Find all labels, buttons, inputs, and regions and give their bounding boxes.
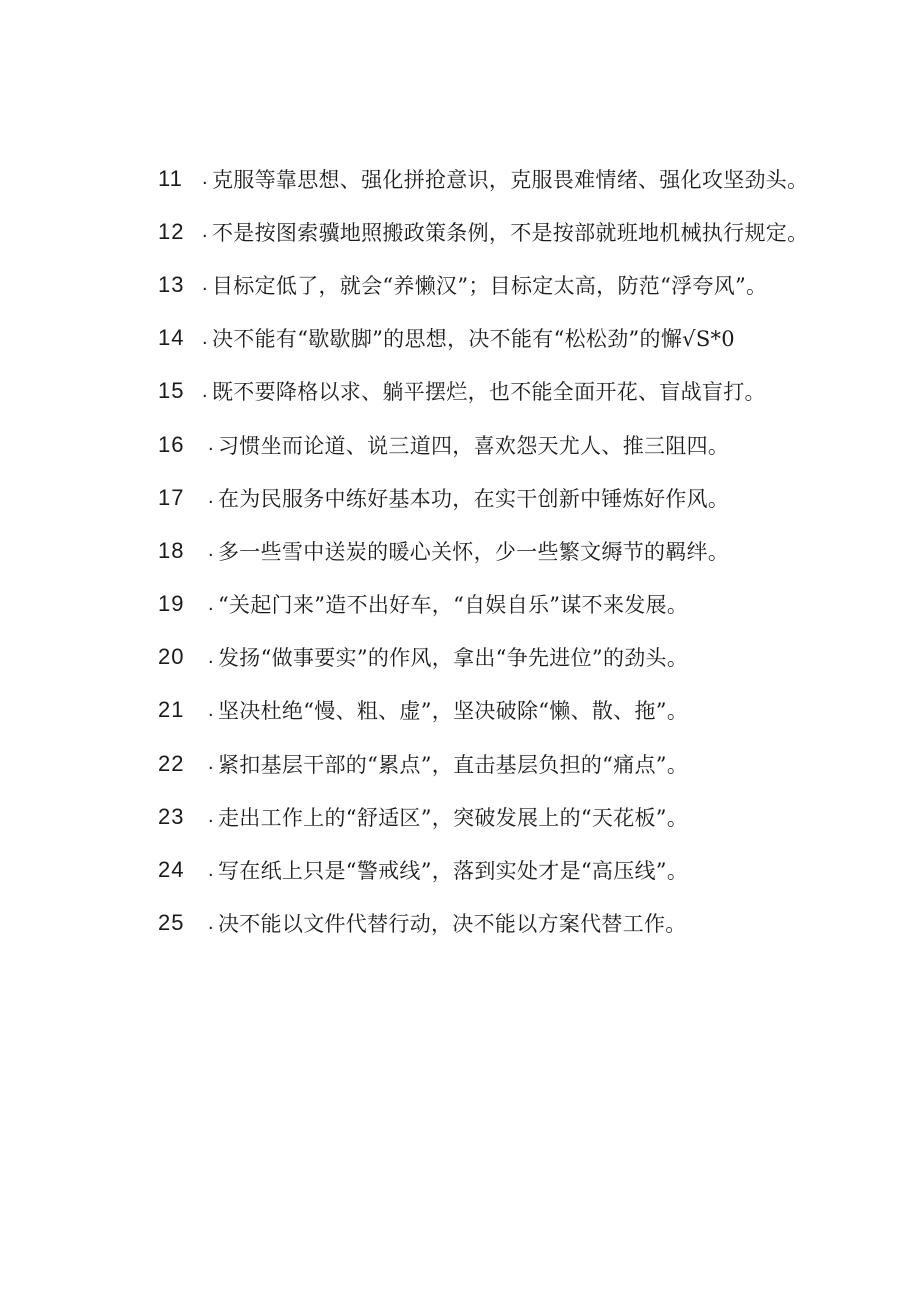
item-text: 习惯坐而论道、说三道四，喜欢怨天尤人、推三阻四。 [218,433,730,458]
item-number: 24 [158,857,185,883]
list-item [158,471,858,524]
item-dot: . [202,167,208,190]
list-item [158,312,858,365]
item-number: 11 [158,165,183,191]
item-dot: . [208,805,214,828]
item-number: 22 [158,750,185,776]
item-number: 14 [158,325,185,351]
item-number: 23 [158,803,185,829]
item-number: 21 [158,697,185,723]
item-number: 17 [158,484,185,510]
list-item [158,843,858,896]
list-item [158,578,858,631]
item-dot: . [208,486,214,509]
list-item [158,524,858,577]
item-number: 16 [158,431,185,457]
item-text: 写在纸上只是“警戒线”，落到实处才是“高压线”。 [218,859,689,884]
item-text: 决不能有“歇歇脚”的思想，决不能有“松松劲”的懈√S*0 [212,327,735,352]
item-dot: . [208,752,214,775]
numbered-list [158,152,858,950]
item-dot: . [208,911,214,934]
item-text: 坚决杜绝“慢、粗、虚”，坚决破除“懒、散、拖”。 [218,699,689,724]
item-dot: . [208,539,214,562]
item-number: 18 [158,537,185,563]
item-dot: . [202,326,208,349]
item-text: 目标定低了，就会“养懒汉”；目标定太高，防范“浮夸风”。 [212,273,768,298]
item-dot: . [208,433,214,456]
item-text: 多一些雪中送炭的暖心关怀，少一些繁文缛节的羁绊。 [218,539,730,564]
item-text: 在为民服务中练好基本功，在实干创新中锤炼好作风。 [218,486,730,511]
item-text: 发扬“做事要实”的作风，拿出“争先进位”的劲头。 [218,646,689,671]
item-number: 19 [158,591,185,617]
item-number: 15 [158,378,185,404]
item-number: 25 [158,910,185,936]
item-dot: . [202,379,208,402]
list-item [158,152,858,205]
item-text: 紧扣基层干部的“累点”，直击基层负担的“痛点”。 [218,752,689,777]
item-dot: . [208,592,214,615]
item-text: “关起门来”造不出好车，“自娱自乐”谋不来发展。 [218,593,689,618]
list-item [158,897,858,950]
item-text: 走出工作上的“舒适区”，突破发展上的“天花板”。 [218,805,689,830]
list-item [158,737,858,790]
item-dot: . [208,858,214,881]
item-text: 不是按图索骥地照搬政策条例，不是按部就班地机械执行规定。 [212,220,809,245]
list-item [158,418,858,471]
list-item [158,205,858,258]
item-text: 既不要降格以求、躺平摆烂，也不能全面开花、盲战盲打。 [212,380,766,405]
list-item [158,790,858,843]
item-text: 决不能以文件代替行动，决不能以方案代替工作。 [218,912,687,937]
list-item [158,258,858,311]
list-item [158,365,858,418]
list-item [158,684,858,737]
item-text: 克服等靠思想、强化拼抢意识，克服畏难情绪、强化攻坚劲头。 [212,167,809,192]
item-number: 12 [158,218,185,244]
list-item [158,631,858,684]
item-dot: . [202,273,208,296]
item-dot: . [208,645,214,668]
item-dot: . [202,220,208,243]
item-number: 20 [158,644,185,670]
item-dot: . [208,698,214,721]
item-number: 13 [158,271,185,297]
